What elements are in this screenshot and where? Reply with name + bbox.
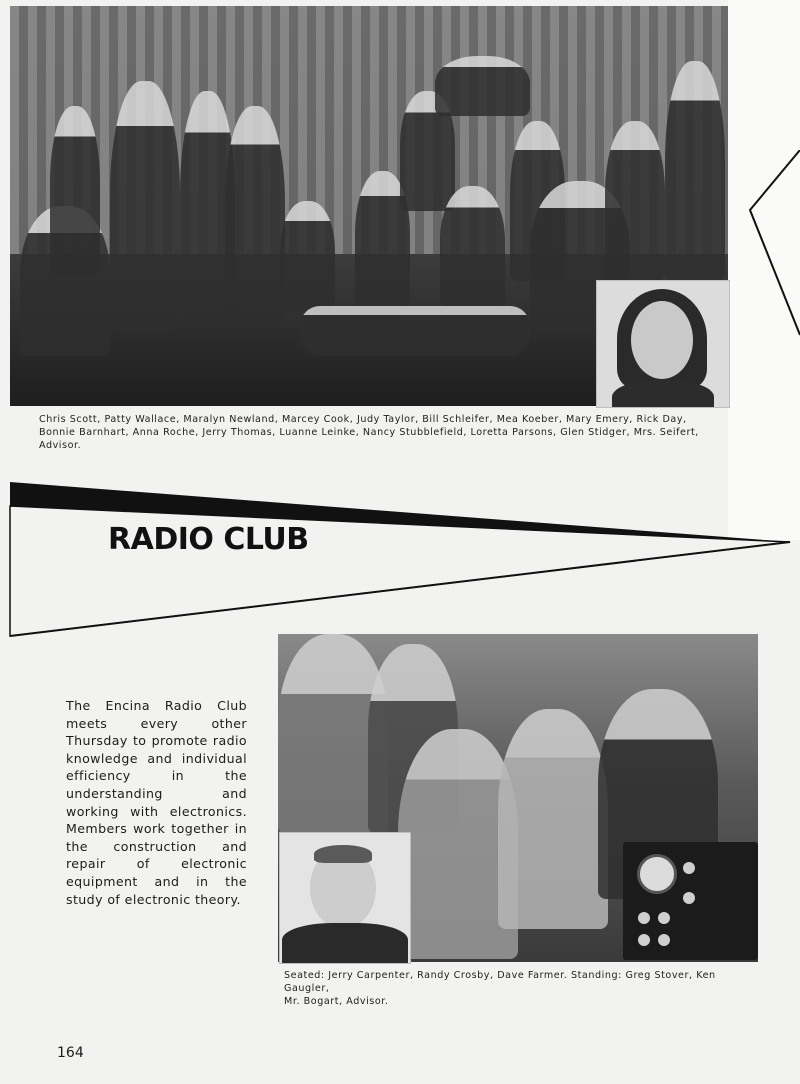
person-figure [300, 306, 530, 356]
person-figure [440, 186, 505, 306]
knob-icon [658, 934, 670, 946]
person-figure [280, 201, 335, 311]
portrait-face [631, 301, 693, 379]
person-figure [665, 61, 725, 281]
knob-icon [638, 934, 650, 946]
portrait-shoulders [282, 923, 408, 964]
knob-icon [683, 892, 695, 904]
oscilloscope [623, 842, 758, 960]
advisor-portrait-bogart [279, 832, 411, 964]
drama-photo-caption [39, 413, 729, 452]
knob-icon [658, 912, 670, 924]
knob-icon [638, 912, 650, 924]
person-figure [605, 121, 665, 281]
caption-line: Bonnie Barnhart, Anna Roche, Jerry Thomas, Luanne Leinke, Nancy Stubblefield, Loretta Parsons, Glen Stidger, Mrs. Seifert, Advisor. [39, 427, 699, 451]
page-number: 164 [57, 1045, 84, 1061]
portrait-hair [314, 845, 372, 863]
person-figure [225, 106, 285, 321]
portrait-shoulders [612, 381, 714, 408]
caption-line: Mr. Bogart, Advisor. [284, 996, 389, 1007]
advisor-portrait-inset [596, 280, 730, 408]
person-figure [498, 709, 608, 929]
caption-line: Chris Scott, Patty Wallace, Maralyn Newland, Marcey Cook, Judy Taylor, Bill Schleifer, Mea Koeber, Mary Emery, Rick Day, [39, 414, 687, 425]
section-heading: RADIO CLUB [108, 522, 309, 557]
caption-line: Seated: Jerry Carpenter, Randy Crosby, Dave Farmer. Standing: Greg Stover, Ken Gaugler, [284, 970, 716, 994]
person-figure [50, 106, 100, 276]
radio-photo-caption [284, 969, 754, 1008]
person-figure [435, 56, 530, 116]
club-description: The Encina Radio Club meets every other Thursday to promote radio knowledge and individual efficiency in the understanding and working with electronics. Members work together in the construction and repair of electronic equipment and in the study of electronic theory. [66, 698, 247, 907]
page-arrow-decoration [740, 150, 800, 350]
knob-icon [683, 862, 695, 874]
pennant-banner [0, 470, 800, 650]
person-figure [110, 81, 180, 331]
scope-screen [637, 854, 677, 894]
